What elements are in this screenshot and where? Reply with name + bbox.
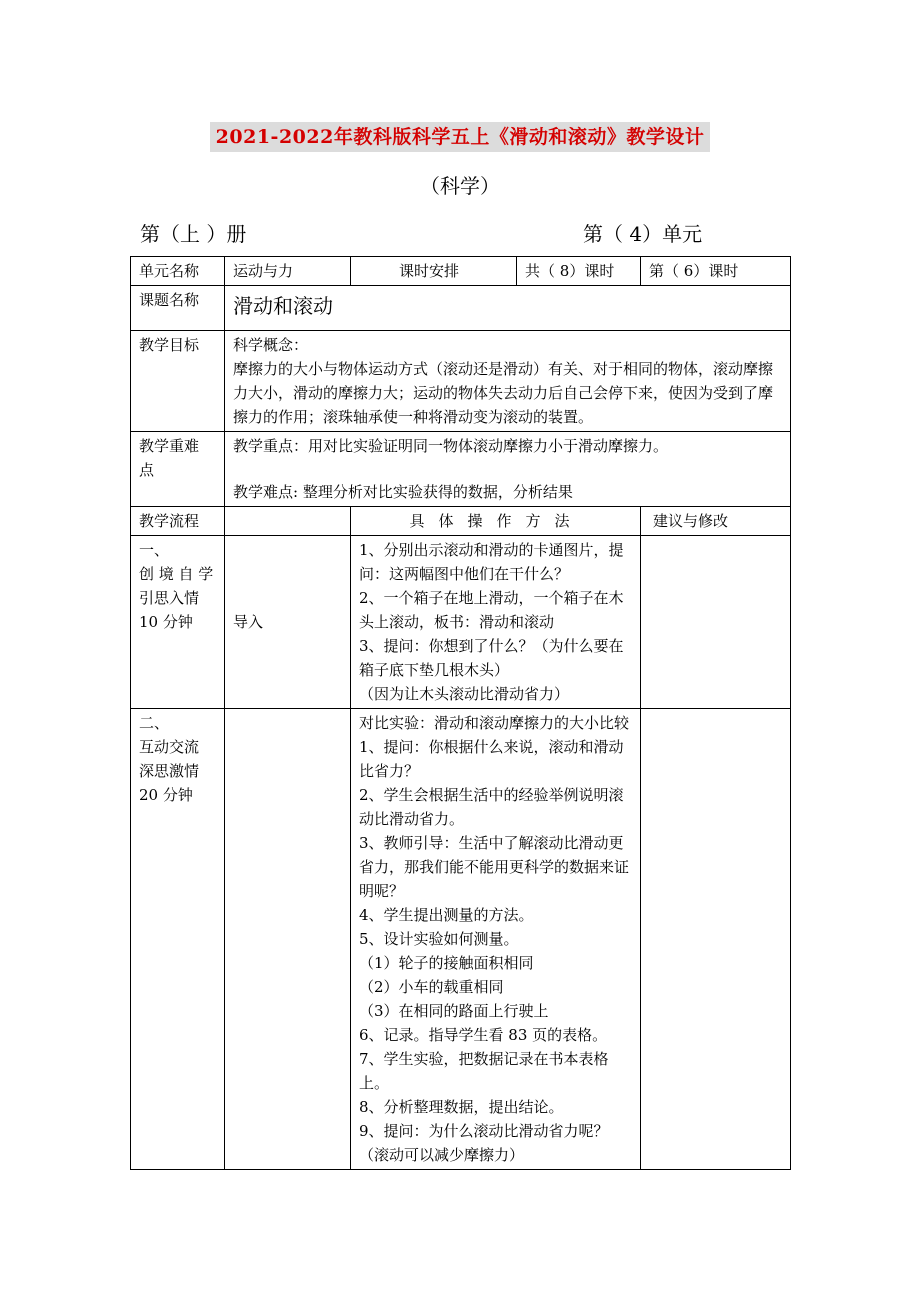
lesson-row: [131, 286, 791, 331]
document-title-text: 2021-2022年教科版科学五上《滑动和滚动》教学设计: [210, 122, 711, 152]
key-points-label: [131, 432, 225, 507]
objectives-label: 教学目标: [131, 331, 225, 432]
stage-steps: [351, 536, 641, 709]
lesson-name-label: 课题名称: [131, 286, 225, 331]
key-points-content: [225, 432, 791, 507]
stage-label-line: 创 境 自 学: [139, 565, 214, 583]
stage-label-line: 20 分钟: [139, 786, 193, 804]
current-period: 第（ 6）课时: [641, 257, 791, 286]
unit-row: [131, 257, 791, 286]
process-suggestion-header: 建议与修改: [641, 507, 791, 536]
step-item: 2、学生会根据生活中的经验举例说明滚动比滑动省力。: [359, 786, 624, 828]
document-title: [0, 122, 920, 152]
stage-activity-text: 导入: [233, 613, 264, 631]
process-flow-label: 教学流程: [131, 507, 225, 536]
step-item: 3、教师引导：生活中了解滚动比滑动更省力，那我们能不能用更科学的数据来证明呢？: [359, 834, 630, 900]
unit-label: 第（ 4）单元: [583, 222, 703, 246]
step-item: 9、提问：为什么滚动比滑动省力呢？: [359, 1122, 609, 1140]
step-item: （2）小车的载重相同: [359, 978, 504, 996]
step-item: 1、分别出示滚动和滑动的卡通图片，提问：这两幅图中他们在干什么？: [359, 541, 624, 583]
step-item: 3、提问：你想到了什么？（为什么要在箱子底下垫几根木头）: [359, 637, 624, 679]
lesson-name-value: 滑动和滚动: [225, 286, 791, 331]
teaching-difficulty: 教学难点: 整理分析对比实验获得的数据，分析结果: [233, 483, 573, 501]
process-method-header: [351, 507, 641, 536]
key-points-label-line-1: 教学重难: [139, 437, 200, 455]
teaching-focus: 教学重点：用对比实验证明同一物体滚动摩擦力小于滑动摩擦力。: [233, 437, 669, 455]
key-points-row: [131, 432, 791, 507]
total-periods: 共（ 8）课时: [517, 257, 641, 286]
step-item: 2、一个箱子在地上滑动，一个箱子在木头上滚动，板书：滑动和滚动: [359, 589, 624, 631]
process-method-label: 具体操作方法: [409, 512, 584, 530]
stage-activity: [225, 536, 351, 709]
stage-row: [131, 536, 791, 709]
step-item: （1）轮子的接触面积相同: [359, 954, 534, 972]
stage-row: [131, 709, 791, 1170]
lesson-plan-table: [130, 256, 791, 1170]
schedule-label: 课时安排: [351, 257, 517, 286]
stage-label-line: 一、: [139, 541, 170, 559]
objectives-heading: 科学概念：: [233, 336, 309, 354]
subject-label: （科学）: [420, 174, 500, 198]
stage-label: [131, 709, 225, 1170]
step-item: 4、学生提出测量的方法。: [359, 906, 534, 924]
process-activity-header: [225, 507, 351, 536]
stage-label: [131, 536, 225, 709]
stage-activity: [225, 709, 351, 1170]
stage-label-line: 二、: [139, 714, 170, 732]
unit-name-value: 运动与力: [225, 257, 351, 286]
key-points-label-line-2: 点: [139, 461, 155, 479]
step-item: 对比实验：滑动和滚动摩擦力的大小比较: [359, 714, 630, 732]
stage-suggestion: [641, 536, 791, 709]
stage-steps: [351, 709, 641, 1170]
step-item: 1、提问：你根据什么来说，滚动和滑动比省力？: [359, 738, 624, 780]
step-item: 8、分析整理数据，提出结论。: [359, 1098, 564, 1116]
stage-label-line: 引思入情: [139, 589, 200, 607]
process-header-row: [131, 507, 791, 536]
objectives-content: [225, 331, 791, 432]
step-item: 5、设计实验如何测量。: [359, 930, 519, 948]
step-item: （滚动可以减少摩擦力）: [359, 1146, 525, 1164]
unit-name-label: 单元名称: [131, 257, 225, 286]
stage-suggestion: [641, 709, 791, 1170]
stage-label-line: 10 分钟: [139, 613, 193, 631]
step-item: （3）在相同的路面上行驶上: [359, 1002, 549, 1020]
book-label: 第（上 ）册: [140, 222, 247, 246]
objectives-row: [131, 331, 791, 432]
step-item: （因为让木头滚动比滑动省力）: [359, 685, 570, 703]
step-item: 6、记录。指导学生看 83 页的表格。: [359, 1026, 608, 1044]
stage-label-line: 深思激情: [139, 762, 200, 780]
stage-label-line: 互动交流: [139, 738, 200, 756]
step-item: 7、学生实验，把数据记录在书本表格上。: [359, 1050, 609, 1092]
objectives-text: 摩擦力的大小与物体运动方式（滚动还是滑动）有关、对于相同的物体，滚动摩擦力大小，滑动的摩擦力大；运动的物体失去动力后自己会停下来，使因为受到了摩擦力的作用；滚珠轴承使一种将滑动变为滚动的装置。: [233, 360, 774, 426]
